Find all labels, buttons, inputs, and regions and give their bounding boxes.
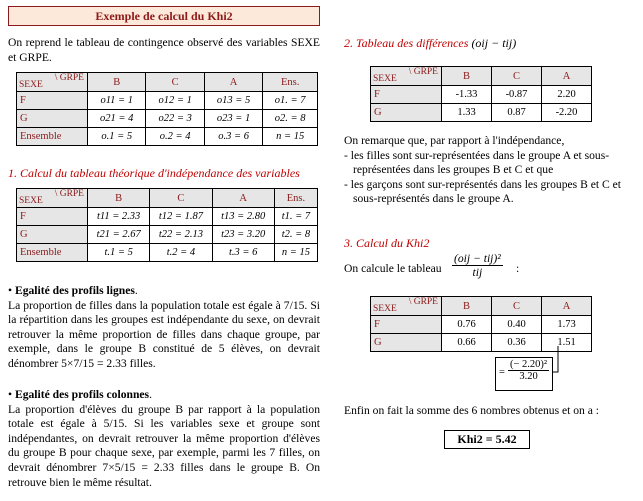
col-header: A bbox=[204, 73, 262, 92]
col-header: B bbox=[88, 189, 150, 208]
table-row: G t21 = 2.67 t22 = 2.13 t23 = 3.20 t2. = 8 bbox=[17, 226, 318, 244]
table-row: F o11 = 1 o12 = 1 o13 = 5 o1. = 7 bbox=[17, 92, 318, 110]
col-header-total: Ens. bbox=[263, 73, 318, 92]
col-header: C bbox=[492, 67, 542, 86]
differences-table bbox=[370, 66, 592, 122]
col-header: B bbox=[442, 67, 492, 86]
section-1-title: 1. Calcul du tableau théorique d'indépendance des variables bbox=[8, 166, 300, 180]
khi2-result: Khi2 = 5.42 bbox=[444, 430, 530, 449]
col-header: B bbox=[442, 297, 492, 316]
bullet-text: La proportion d'élèves du groupe B par rapport à la population totale est égale à 5/15. Si les variables sexe et groupe sont indépendantes, on devrait retrouver la même proportion d'élèves du groupe B pour chaque sexe, par exemple, parmi les 7 filles, on devrait dénombrer 7×5/15 = 2.33 filles dans le groupe B. On retrouve bien le même résultat. bbox=[8, 402, 320, 489]
khi2-table bbox=[370, 296, 592, 352]
table-row: F 0.76 0.40 1.73 bbox=[371, 316, 592, 334]
observed-table bbox=[16, 72, 318, 146]
corner-cell: SEXE \ GRPE bbox=[371, 67, 442, 86]
intro-text: On reprend le tableau de contingence observé des variables SEXE et GRPE. bbox=[8, 36, 320, 64]
col-header: C bbox=[150, 189, 212, 208]
calc-fraction: $\frac{\text{(− 2.20)²}}{3.20}$ bbox=[510, 359, 548, 382]
col-header: B bbox=[88, 73, 146, 92]
section-3-title: 3. Calcul du Khi2 bbox=[344, 236, 430, 250]
col-header: A bbox=[542, 67, 592, 86]
bullet-title: Egalité des profils lignes bbox=[14, 284, 135, 297]
table-row: F -1.33 -0.87 2.20 bbox=[371, 86, 592, 104]
col-header: C bbox=[492, 297, 542, 316]
col-header-total: Ens. bbox=[274, 189, 317, 208]
table-row: G 1.33 0.87 -2.20 bbox=[371, 104, 592, 122]
theoretical-table bbox=[16, 188, 318, 262]
corner-cell: SEXE \ GRPE bbox=[17, 189, 88, 208]
khi2-lead: On calcule le tableau (oij − tij)² tij : bbox=[344, 252, 520, 279]
table-row: G 0.66 0.36 1.51 bbox=[371, 334, 592, 352]
corner-cell: SEXE \ GRPE bbox=[371, 297, 442, 316]
differences-formula: (oij − tij) bbox=[471, 36, 517, 50]
calc-example-box: = $\frac{\text{(− 2.20)²}}{3.20}$ bbox=[495, 357, 553, 391]
bullet-lines: • Egalité des profils lignes. La proportion de filles dans la population totale est égale à 7/15. Si la répartition dans les groupes est indépendante du sexe, on devrait retrouver la même proportion de filles dans chaque groupe, par exemple, dans le groupe B constitué de 5 élèves, on devrait dénombrer 5×7/15 = 2.33 filles. bbox=[8, 284, 320, 370]
remark-text: On remarque que, par rapport à l'indépendance, - les filles sont sur-représentées dans le groupe A et sous- représentées dans les groupes B et C et que - les garçons sont sur-représentés dans les groupes B et C et sous-représentés dans le groupe A. bbox=[344, 134, 621, 206]
bullet-text: La proportion de filles dans la population totale est égale à 7/15. Si la répartition dans les groupes est indépendante du sexe, on devrait retrouver la même proportion de filles dans chaque groupe, par exemple, dans le groupe B constitué de 5 élèves, on devrait dénombrer 5×7/15 = 2.33 filles. bbox=[8, 298, 320, 370]
page-title: Exemple de calcul du Khi2 bbox=[8, 6, 320, 26]
col-header: A bbox=[542, 297, 592, 316]
conclusion-text: Enfin on fait la somme des 6 nombres obtenus et on a : bbox=[344, 404, 600, 417]
bullet-title: Egalité des profils colonnes bbox=[14, 388, 150, 401]
corner-cell: SEXE \ GRPE bbox=[17, 73, 88, 92]
col-header: A bbox=[212, 189, 274, 208]
section-2-title: 2. Tableau des différences (oij − tij) bbox=[344, 36, 517, 50]
table-row: G o21 = 4 o22 = 3 o23 = 1 o2. = 8 bbox=[17, 110, 318, 128]
table-row: F t11 = 2.33 t12 = 1.87 t13 = 2.80 t1. = 7 bbox=[17, 208, 318, 226]
bullet-dot: • bbox=[8, 284, 15, 297]
bullet-dot: • bbox=[8, 388, 15, 401]
table-row: Ensemble t.1 = 5 t.2 = 4 t.3 = 6 n = 15 bbox=[17, 244, 318, 262]
khi2-fraction: (oij − tij)² tij bbox=[454, 252, 501, 279]
table-row: Ensemble o.1 = 5 o.2 = 4 o.3 = 6 n = 15 bbox=[17, 128, 318, 146]
bullet-columns: • Egalité des profils colonnes. La proportion d'élèves du groupe B par rapport à la population totale est égale à 5/15. Si les variables sexe et groupe sont indépendantes, on devrait retrouver la même proportion d'élèves du groupe B pour chaque sexe, par exemple, parmi les 7 filles, on devrait dénombrer 7×5/15 = 2.33 filles dans le groupe B. On retrouve bien le même résultat. bbox=[8, 388, 320, 489]
col-header: C bbox=[146, 73, 204, 92]
